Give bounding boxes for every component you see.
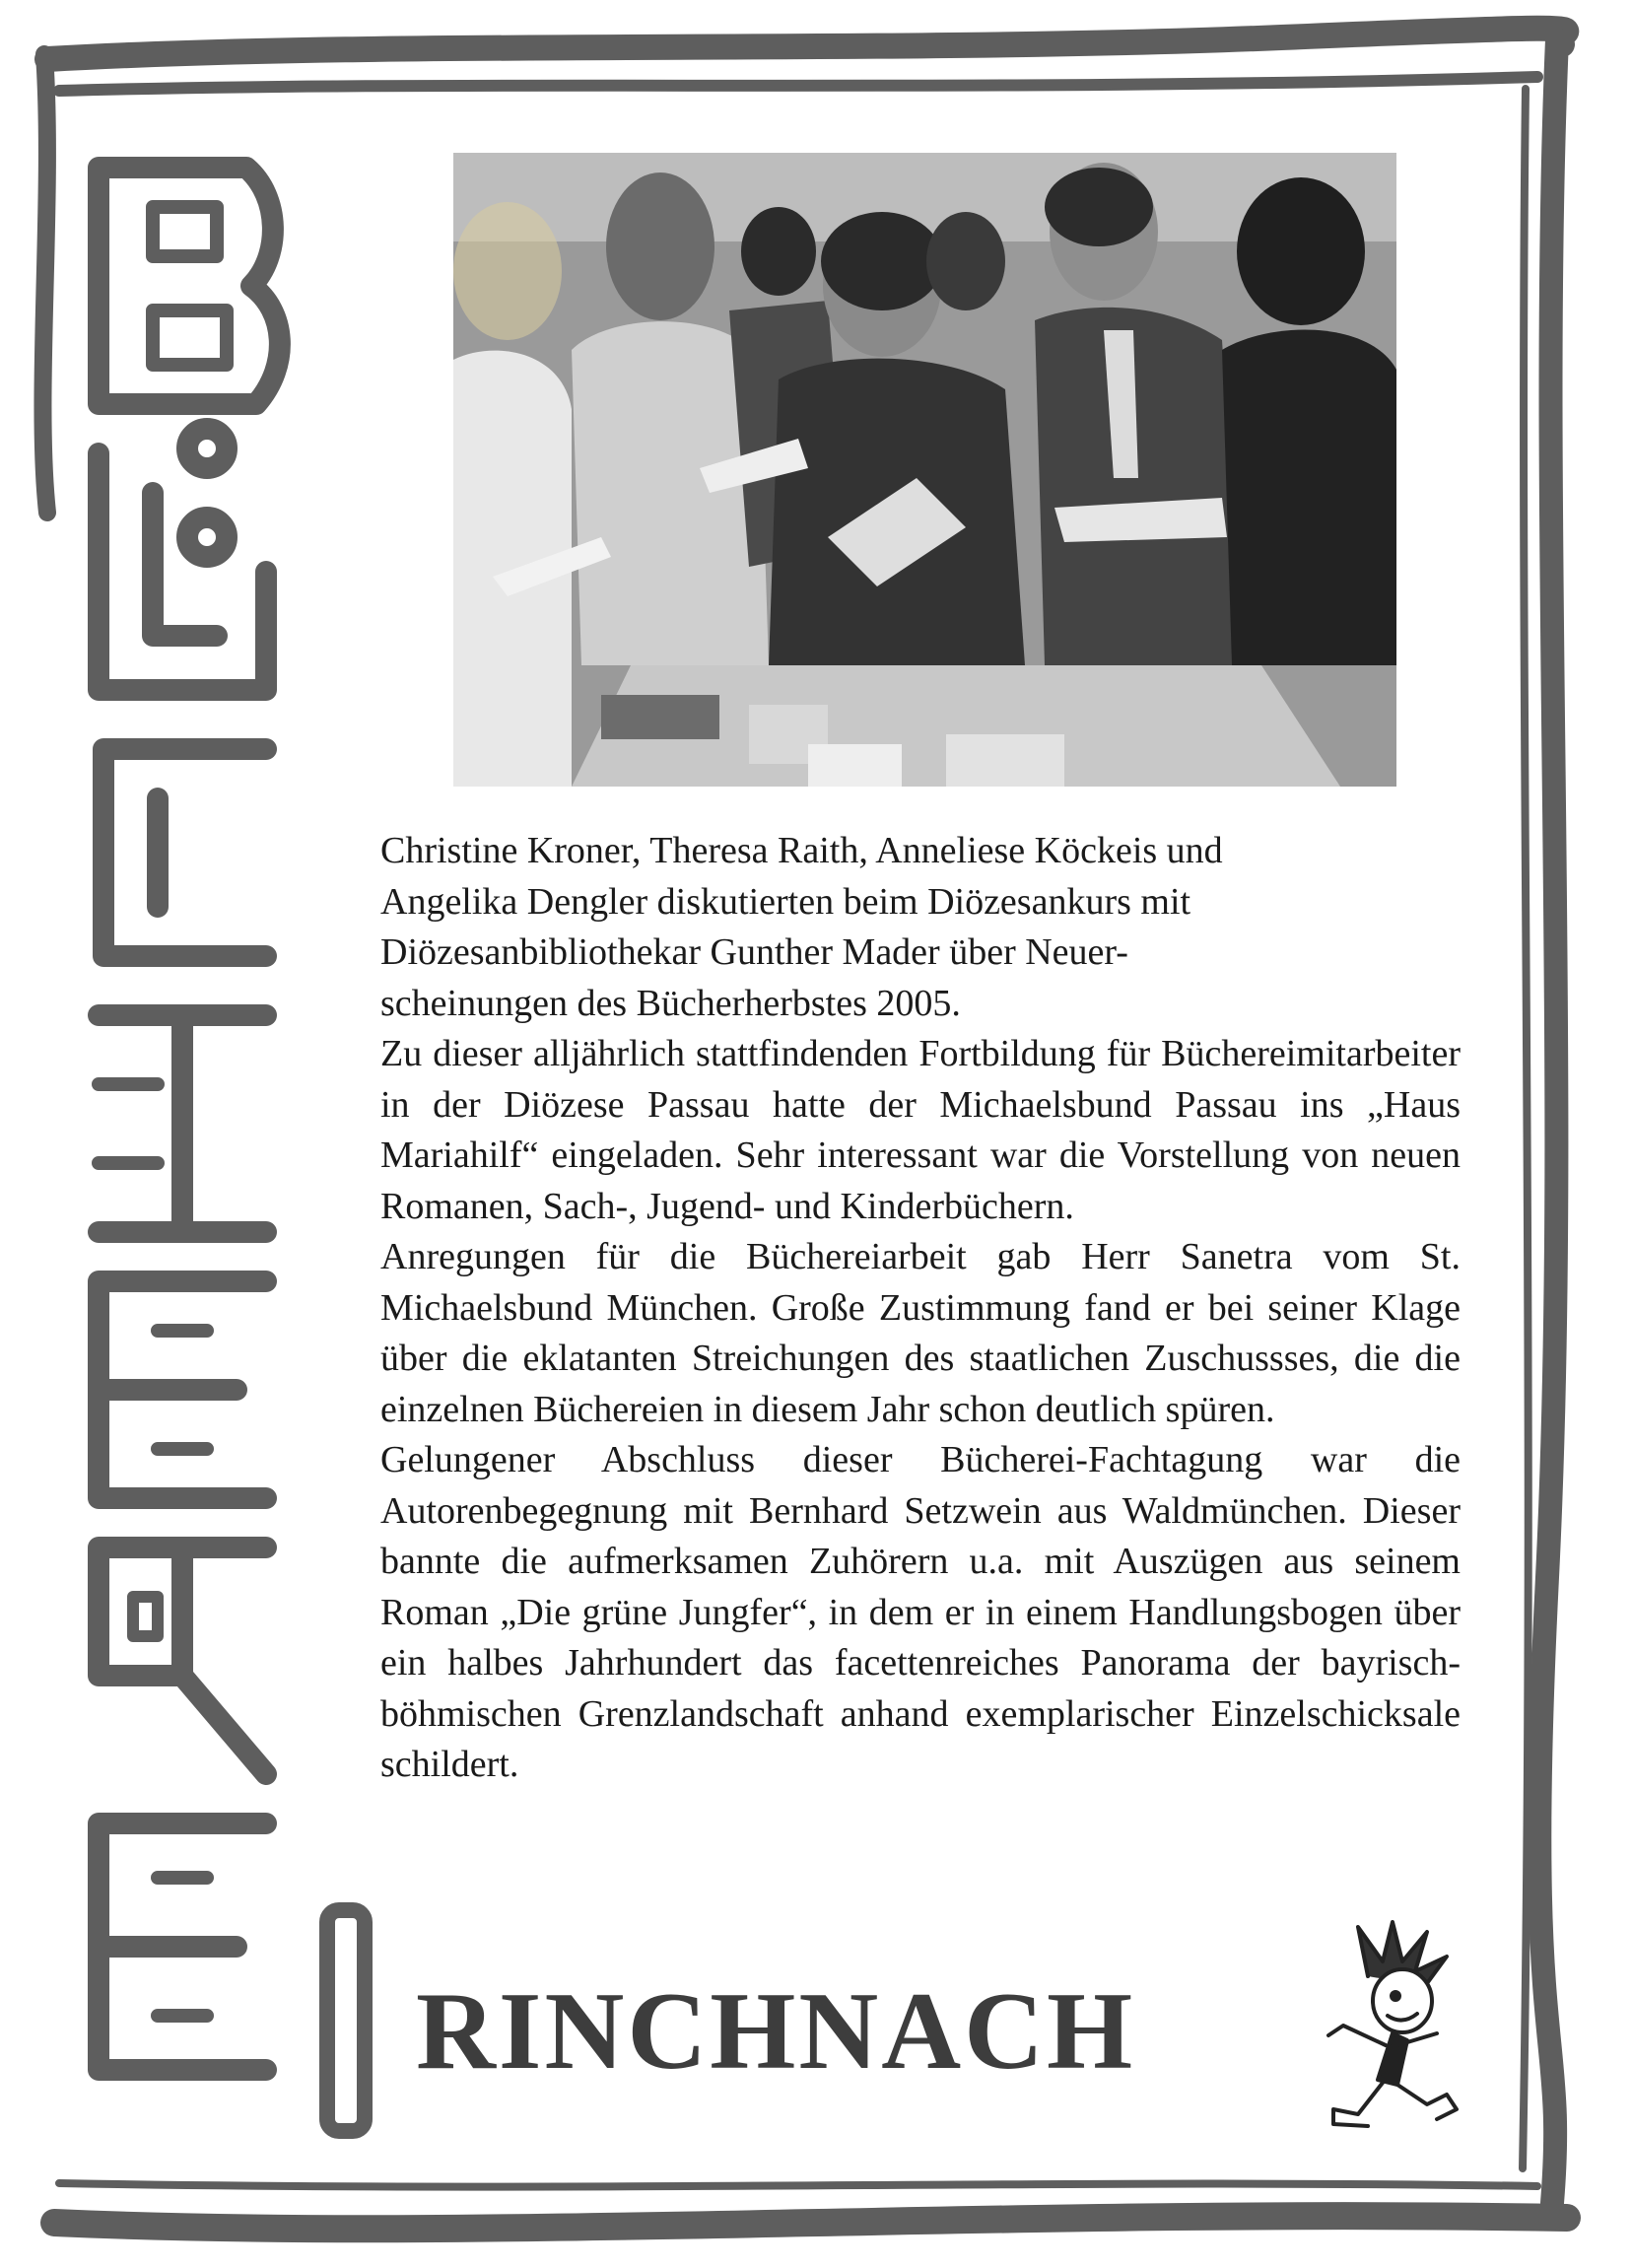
paragraph-autorenbegegnung: Gelungener Abschluss dieser Bücherei-Fachtagung war die Autorenbegegnung mit Bernhard Setzwein aus Waldmünchen. Dieser bannte die aufmerksamen Zuhörern u.a. mit Auszügen aus seinem Roman „Die grüne Jungfer“, in dem er in einem Handlungsbogen über ein halbes Jahrhundert das facettenreiches Panorama der bayrisch-böhmischen Grenzlandschaft anhand exemplarischer Einzelschicksale schildert. bbox=[380, 1439, 1461, 1785]
caption-line: Angelika Dengler diskutierten beim Diözesankurs mit bbox=[380, 880, 1191, 923]
running-mascot-icon bbox=[1299, 1917, 1471, 2139]
caption-line: scheinungen des Bücherherbstes 2005. bbox=[380, 982, 961, 1024]
place-name-title: RINCHNACH bbox=[416, 1970, 1136, 2093]
title-letter-i bbox=[317, 1902, 374, 2139]
photo-caption bbox=[380, 826, 1461, 1029]
article-body bbox=[380, 826, 1461, 1791]
paragraph-anregungen: Anregungen für die Büchereiarbeit gab Herr Sanetra vom St. Michaelsbund München. Große Zustimmung fand er bei seiner Klage über die eklatanten Streichungen des staatlichen Zuschussses, die die einzelnen Büchereien in diesem Jahr schon deutlich spüren. bbox=[380, 1236, 1461, 1430]
vertical-title-letters bbox=[59, 138, 306, 2149]
photo-silhouettes bbox=[453, 153, 1396, 787]
paragraph-fortbildung: Zu dieser alljährlich stattfindenden Fortbildung für Büchereimitarbeiter in der Diözese Passau hatte der Michaelsbund Passau ins „Haus Mariahilf“ eingeladen. Sehr interessant war die Vorstellung von neuen Romanen, Sach-, Jugend- und Kinderbüchern. bbox=[380, 1033, 1461, 1227]
group-photo bbox=[453, 153, 1396, 787]
caption-line: Christine Kroner, Theresa Raith, Anneliese Köckeis und bbox=[380, 830, 1223, 871]
caption-line: Diözesanbibliothekar Gunther Mader über Neuer- bbox=[380, 931, 1128, 973]
